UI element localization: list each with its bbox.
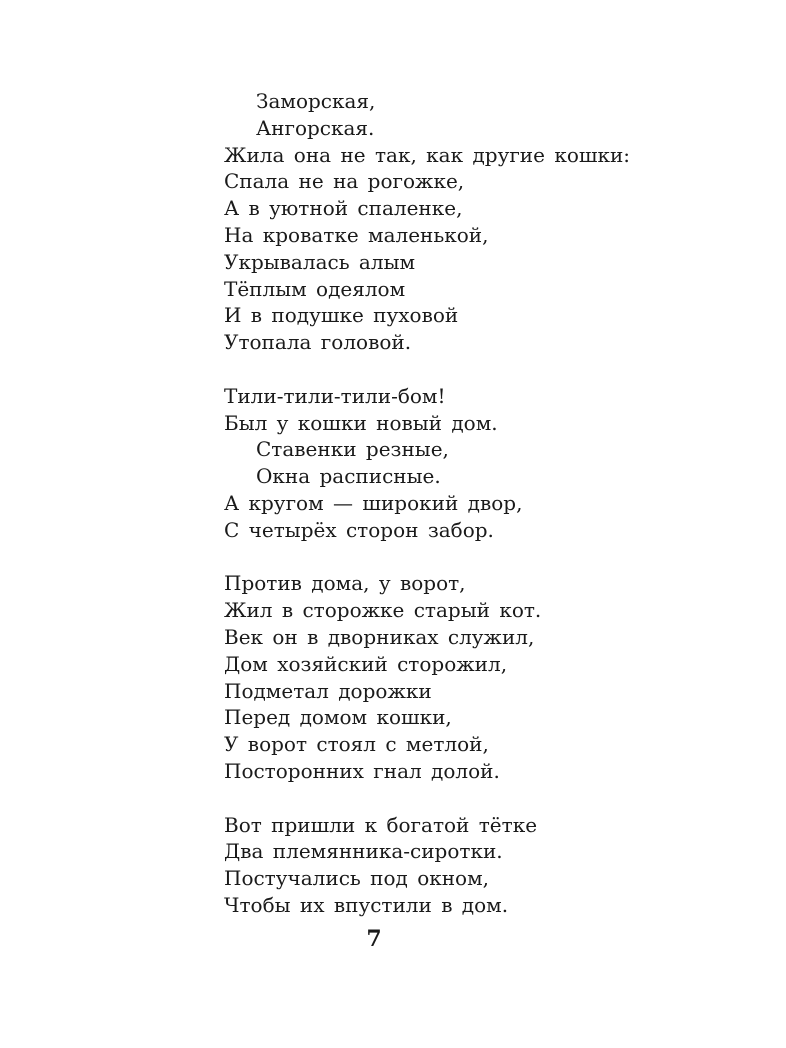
poem-line: Чтобы их впустили в дом. (224, 892, 509, 917)
poem-line: Подметал дорожки (224, 678, 432, 703)
poem-line: Два племянника-сиротки. (224, 839, 503, 864)
poem-line: Был у кошки новый дом. (224, 410, 498, 435)
poem-line: Утопала головой. (224, 330, 412, 355)
poem-text (224, 88, 744, 919)
poem-line: Вот пришли к богатой тётке (224, 812, 538, 837)
poem-line: Заморская, (256, 89, 376, 113)
poem-line: Дом хозяйский сторожил, (224, 651, 508, 676)
page-number: 7 (366, 926, 382, 952)
stanza (224, 383, 744, 544)
poem-line: На кроватке маленькой, (224, 222, 489, 247)
poem-line: Окна расписные. (256, 464, 441, 489)
poem-line: И в подушке пуховой (224, 303, 459, 328)
stanza (224, 88, 744, 356)
poem-line: Посторонних гнал долой. (224, 758, 500, 783)
poem-line: У ворот стоял с метлой, (224, 732, 489, 757)
poem-line: Против дома, у ворот, (224, 571, 466, 596)
poem-line: А кругом — широкий двор, (224, 490, 523, 515)
poem-line: Ставенки резные, (256, 437, 449, 462)
poem-line: Перед домом кошки, (224, 705, 452, 730)
poem-line: Укрывалась алым (224, 249, 416, 274)
poem-line: Век он в дворниках служил, (224, 624, 535, 649)
poem-line: Ангорская. (256, 115, 375, 140)
poem-line: Тёплым одеялом (224, 276, 406, 301)
poem-line: С четырёх сторон забор. (224, 517, 494, 542)
poem-line: Жил в сторожке старый кот. (224, 598, 542, 623)
stanza (224, 812, 744, 919)
poem-line: Постучались под окном, (224, 866, 490, 891)
stanza (224, 570, 744, 784)
poem-line: Тили-тили-тили-бом! (224, 383, 446, 408)
poem-line: Жила она не так, как другие кошки: (224, 142, 631, 167)
poem-line: Спала не на рогожке, (224, 169, 465, 194)
poem-line: А в уютной спаленке, (224, 196, 463, 221)
